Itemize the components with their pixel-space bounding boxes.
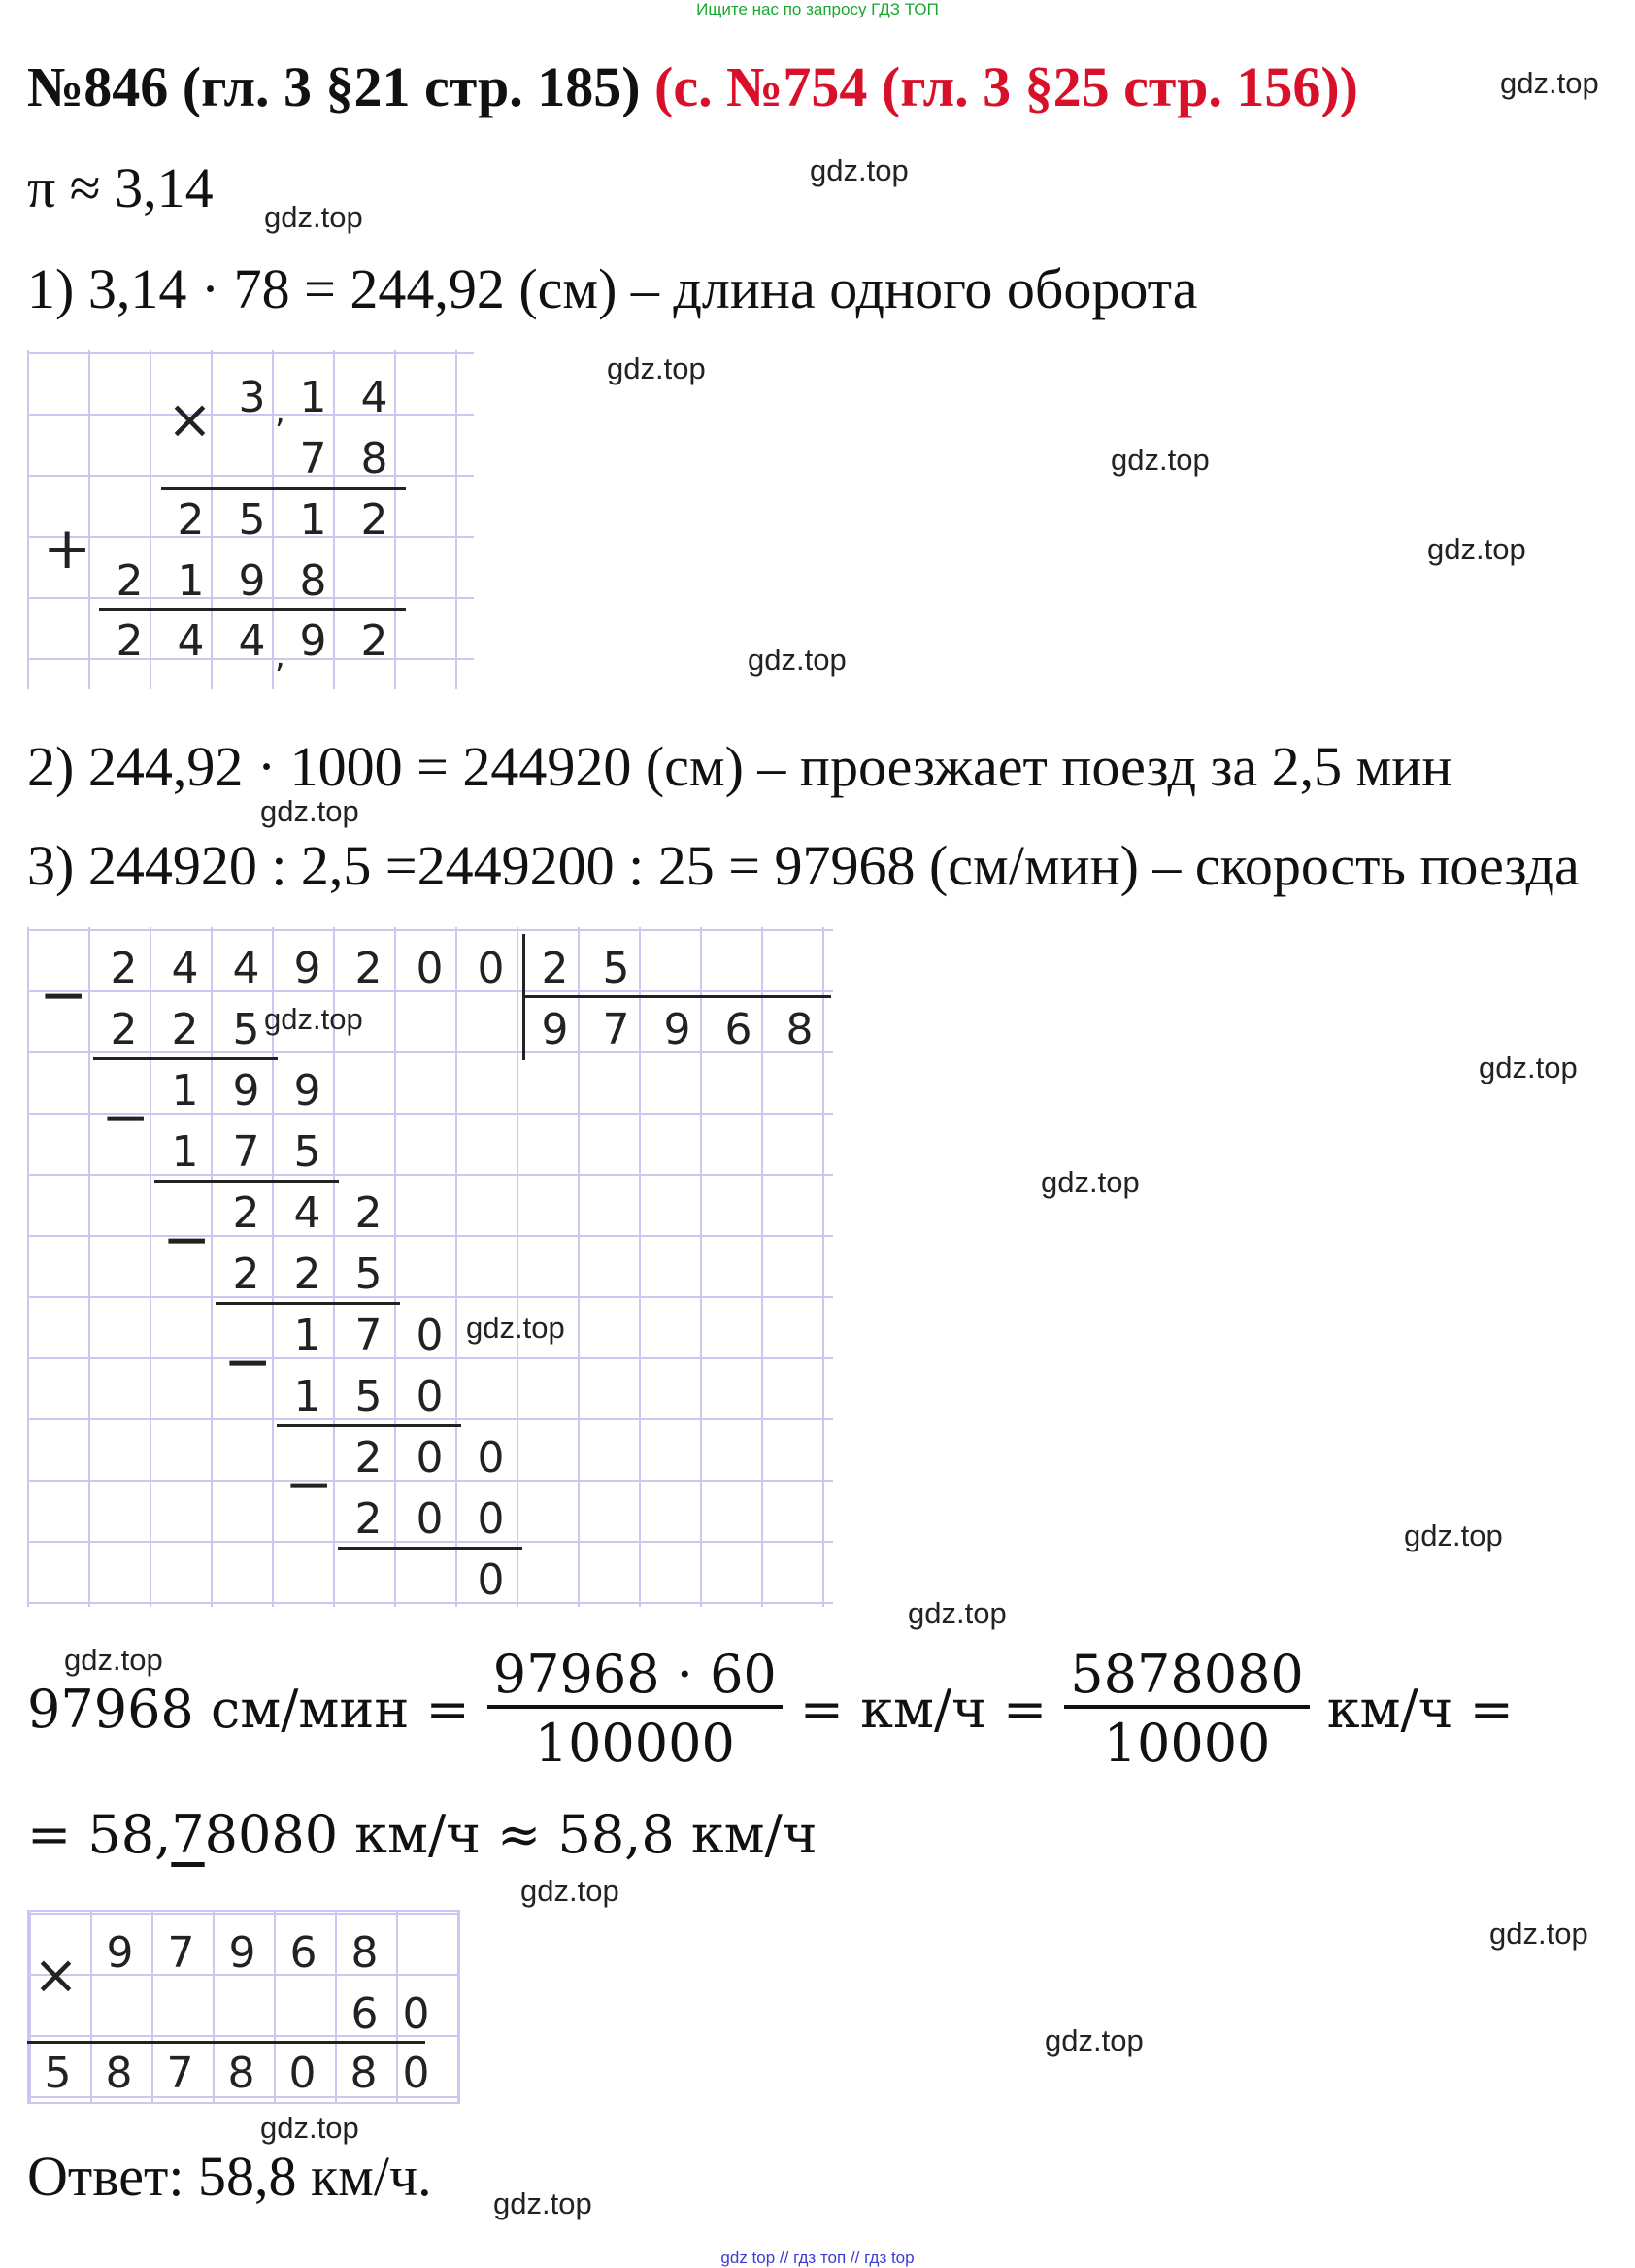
- conversion-lhs: 97968 см/мин =: [27, 1678, 470, 1740]
- digit: 7: [166, 2049, 194, 2098]
- fraction-2-numerator: 5878080: [1070, 1644, 1304, 1705]
- digit: 8: [299, 556, 327, 606]
- watermark: gdz.top: [1404, 1518, 1503, 1552]
- digit: 2: [232, 1188, 260, 1238]
- watermark: gdz.top: [1045, 2023, 1144, 2057]
- digit: 0: [416, 1433, 444, 1483]
- digit: 2: [354, 1433, 383, 1483]
- digit: 9: [106, 1928, 134, 1978]
- digit: 4: [232, 944, 260, 993]
- digit: 8: [350, 2049, 378, 2098]
- quotient-digit: 8: [785, 1005, 814, 1054]
- digit: 9: [299, 617, 327, 666]
- conversion-line-2: [27, 1804, 818, 1865]
- digit: 1: [299, 495, 327, 545]
- digit: 0: [288, 2049, 317, 2098]
- watermark: gdz.top: [1489, 1917, 1588, 1951]
- fraction-1-denominator: 100000: [487, 1705, 783, 1774]
- digit: 4: [171, 944, 199, 993]
- minus-sign: −: [39, 961, 88, 1029]
- conversion-line2-a: = 58,: [27, 1804, 172, 1865]
- digit: 0: [477, 1433, 505, 1483]
- digit: 2: [232, 1250, 260, 1299]
- digit: 1: [171, 1127, 199, 1177]
- conversion-rhs: км/ч =: [1326, 1678, 1514, 1740]
- digit: 8: [105, 2049, 133, 2098]
- watermark: gdz.top: [1500, 66, 1599, 100]
- digit: 0: [416, 1494, 444, 1544]
- digit: 0: [416, 1311, 444, 1360]
- digit: 3: [238, 373, 266, 422]
- digit: 5: [232, 1005, 260, 1054]
- digit: 0: [477, 944, 505, 993]
- divisor-digit: 5: [602, 944, 630, 993]
- digit: 2: [293, 1250, 321, 1299]
- digit: 2: [110, 944, 138, 993]
- digit: 5: [354, 1250, 383, 1299]
- digit: 0: [402, 1989, 430, 2039]
- multiply-sign: ×: [167, 388, 213, 451]
- minus-sign: −: [223, 1328, 273, 1396]
- watermark: gdz.top: [260, 2111, 359, 2145]
- digit: 6: [350, 1989, 379, 2039]
- fraction-2: [1064, 1644, 1310, 1774]
- watermark: gdz.top: [810, 153, 909, 187]
- digit: 4: [238, 617, 266, 666]
- digit: 4: [360, 373, 388, 422]
- quotient-digit: 9: [663, 1005, 691, 1054]
- minus-sign: −: [162, 1206, 212, 1274]
- decimal-comma: ,: [275, 392, 285, 431]
- watermark: gdz.top: [264, 1002, 363, 1036]
- digit: 0: [477, 1494, 505, 1544]
- digit: 7: [167, 1928, 195, 1978]
- step-3: 3) 244920 : 2,5 =2449200 : 25 = 97968 (см/мин) – скорость поезда: [27, 834, 1580, 897]
- digit: 9: [228, 1928, 256, 1978]
- digit: 7: [354, 1311, 383, 1360]
- digit: 2: [110, 1005, 138, 1054]
- digit: 8: [227, 2049, 255, 2098]
- decimal-comma: ,: [275, 637, 285, 676]
- quotient-digit: 7: [602, 1005, 630, 1054]
- digit: 7: [232, 1127, 260, 1177]
- digit: 2: [354, 1494, 383, 1544]
- watermark: gdz.top: [1427, 532, 1526, 566]
- divisor-digit: 2: [541, 944, 569, 993]
- digit: 1: [293, 1311, 321, 1360]
- rounding-digit: 7: [171, 1804, 205, 1865]
- step-1: 1) 3,14 · 78 = 244,92 (см) – длина одного оборота: [27, 257, 1198, 320]
- minus-sign: −: [101, 1084, 150, 1151]
- digit: 5: [44, 2049, 72, 2098]
- digit: 1: [177, 556, 205, 606]
- digit: 2: [177, 495, 205, 545]
- digit: 0: [477, 1555, 505, 1605]
- digit: 8: [350, 1928, 379, 1978]
- conversion-mid: = км/ч =: [799, 1678, 1048, 1740]
- digit: 2: [116, 617, 144, 666]
- watermark: gdz.top: [1479, 1051, 1578, 1084]
- digit: 0: [416, 944, 444, 993]
- digit: 1: [293, 1372, 321, 1421]
- fraction-1: [487, 1644, 783, 1774]
- fraction-2-denominator: 10000: [1064, 1705, 1310, 1774]
- step-2: 2) 244,92 · 1000 = 244920 (см) – проезжает поезд за 2,5 мин: [27, 735, 1452, 798]
- digit: 2: [354, 944, 383, 993]
- watermark: gdz.top: [493, 2186, 592, 2220]
- digit: 2: [360, 617, 388, 666]
- minus-sign: −: [284, 1451, 334, 1518]
- digit: 2: [354, 1188, 383, 1238]
- multiply-sign: ×: [33, 1944, 79, 2007]
- watermark: gdz.top: [908, 1596, 1007, 1630]
- digit: 7: [299, 434, 327, 484]
- bottom-links[interactable]: gdz top // гдз топ // гдз top: [720, 2249, 915, 2267]
- problem-title: [27, 54, 1358, 119]
- watermark: gdz.top: [748, 643, 847, 677]
- digit: 4: [293, 1188, 321, 1238]
- search-banner: Ищите нас по запросу ГДЗ ТОП: [696, 0, 939, 18]
- watermark: gdz.top: [607, 351, 706, 385]
- watermark: gdz.top: [1111, 443, 1210, 477]
- digit: 5: [238, 495, 266, 545]
- digit: 9: [293, 1066, 321, 1116]
- digit: 5: [354, 1372, 383, 1421]
- title-main: №846 (гл. 3 §21 стр. 185): [27, 55, 641, 118]
- digit: 9: [232, 1066, 260, 1116]
- title-alt: (с. №754 (гл. 3 §25 стр. 156)): [654, 55, 1358, 118]
- digit: 0: [416, 1372, 444, 1421]
- watermark: gdz.top: [64, 1643, 163, 1677]
- answer: Ответ: 58,8 км/ч.: [27, 2145, 432, 2208]
- digit: 9: [293, 944, 321, 993]
- pi-approx: π ≈ 3,14: [27, 156, 214, 219]
- digit: 0: [402, 2049, 430, 2098]
- digit: 9: [238, 556, 266, 606]
- quotient-digit: 6: [724, 1005, 752, 1054]
- watermark: gdz.top: [466, 1311, 565, 1345]
- watermark: gdz.top: [1041, 1165, 1140, 1199]
- conversion-line2-c: 8080 км/ч ≈ 58,8 км/ч: [204, 1804, 818, 1865]
- digit: 2: [171, 1005, 199, 1054]
- watermark: gdz.top: [264, 200, 363, 234]
- watermark: gdz.top: [260, 794, 359, 828]
- digit: 8: [360, 434, 388, 484]
- watermark: gdz.top: [520, 1874, 619, 1908]
- digit: 2: [116, 556, 144, 606]
- fraction-1-numerator: 97968 · 60: [492, 1644, 777, 1705]
- digit: 1: [171, 1066, 199, 1116]
- digit: 5: [293, 1127, 321, 1177]
- digit: 4: [177, 617, 205, 666]
- quotient-digit: 9: [541, 1005, 569, 1054]
- digit: 1: [299, 373, 327, 422]
- conversion-line-1: [27, 1631, 1514, 1786]
- plus-sign: +: [43, 515, 92, 583]
- division-bar: [522, 995, 831, 998]
- digit: 6: [289, 1928, 317, 1978]
- digit: 2: [360, 495, 388, 545]
